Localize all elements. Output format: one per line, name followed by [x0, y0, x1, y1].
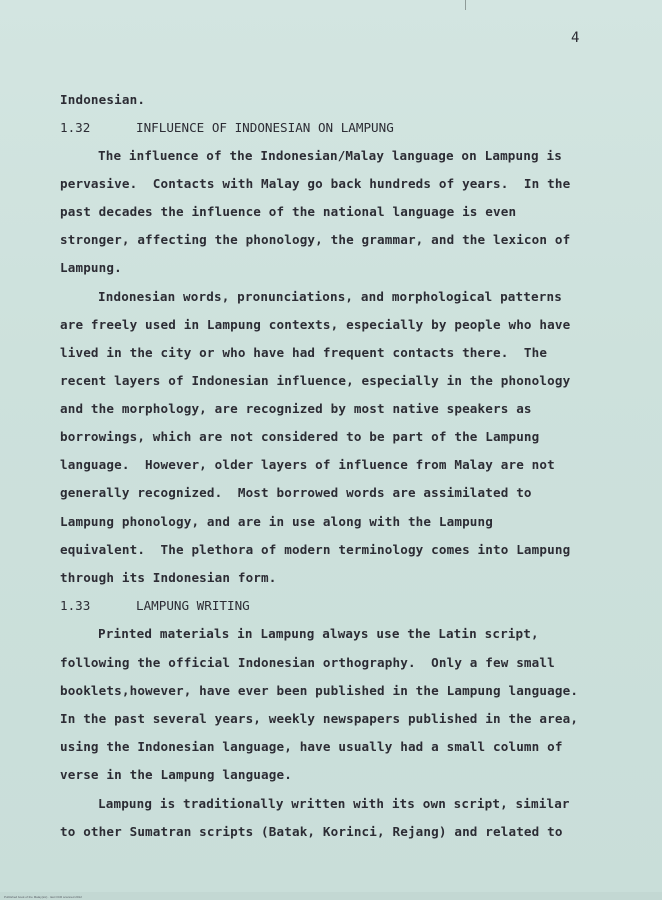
text-line: are freely used in Lampung contexts, especially by people who have: [60, 317, 571, 332]
text-line: The influence of the Indonesian/Malay language on Lampung is: [98, 148, 562, 163]
footer-text: Published book of the Malay(sic) · last OCR scanned 2012: [4, 895, 82, 899]
text-line: Printed materials in Lampung always use the Latin script,: [98, 626, 539, 641]
section-number: 1.32: [60, 120, 91, 135]
section-number: 1.33: [60, 598, 91, 613]
scan-mark: [465, 0, 466, 10]
text-line: lived in the city or who have had frequent contacts there. The: [60, 345, 548, 360]
section-title: LAMPUNG WRITING: [136, 598, 250, 613]
section-heading-1-32: [60, 120, 394, 136]
text-line: language. However, older layers of influence from Malay are not: [60, 457, 555, 472]
text-line: borrowings, which are not considered to be part of the Lampung: [60, 429, 540, 444]
section-heading-1-33: [60, 598, 250, 614]
text-line: stronger, affecting the phonology, the grammar, and the lexicon of: [60, 232, 571, 247]
text-line: and the morphology, are recognized by most native speakers as: [60, 401, 532, 416]
text-line: Lampung.: [60, 260, 122, 275]
text-line: Lampung phonology, and are in use along with the Lampung: [60, 514, 493, 529]
text-line: pervasive. Contacts with Malay go back hundreds of years. In the: [60, 176, 571, 191]
section-title: INFLUENCE OF INDONESIAN ON LAMPUNG: [136, 120, 394, 135]
text-line: past decades the influence of the national language is even: [60, 204, 517, 219]
text-line: to other Sumatran scripts (Batak, Korinci, Rejang) and related to: [60, 824, 563, 839]
text-line: recent layers of Indonesian influence, especially in the phonology: [60, 373, 571, 388]
text-line: equivalent. The plethora of modern terminology comes into Lampung: [60, 542, 571, 557]
text-line: generally recognized. Most borrowed words are assimilated to: [60, 485, 532, 500]
text-line: booklets,however, have ever been published in the Lampung language.: [60, 683, 579, 698]
text-line: following the official Indonesian orthography. Only a few small: [60, 655, 555, 670]
text-line: Indonesian words, pronunciations, and morphological patterns: [98, 289, 562, 304]
text-line: Indonesian.: [60, 92, 146, 107]
scan-footer: [0, 892, 662, 900]
text-line: verse in the Lampung language.: [60, 767, 292, 782]
text-line: In the past several years, weekly newspapers published in the area,: [60, 711, 579, 726]
text-line: using the Indonesian language, have usually had a small column of: [60, 739, 563, 754]
text-line: through its Indonesian form.: [60, 570, 277, 585]
page-number: 4: [571, 30, 580, 46]
text-line: Lampung is traditionally written with its own script, similar: [98, 796, 570, 811]
